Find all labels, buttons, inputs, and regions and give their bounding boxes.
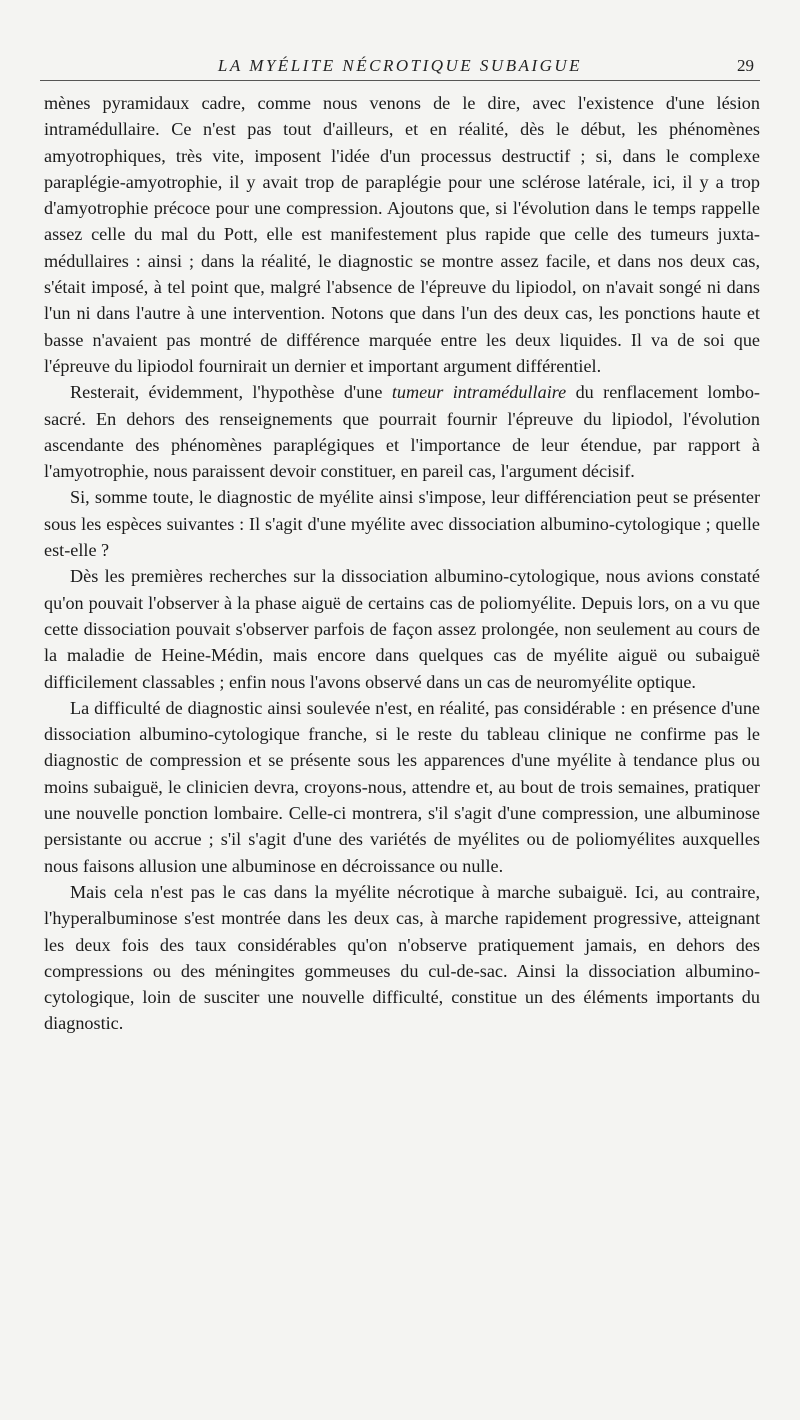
paragraph-1: mènes pyramidaux cadre, comme nous venons de le dire, avec l'existence d'une lésion intramédullaire. Ce n'est pas tout d'ailleurs, et en réalité, dès le début, les phénomènes amyotrophiques, très vite, imposent l'idée d'un processus destructif ; si, dans le complexe paraplégie-amyotrophie, il y avait trop de paraplégie pour une sclérose latérale, ici, il y a trop d'amyotrophie précoce pour une compression. Ajoutons que, si l'évolution dans le temps rappelle assez celle du mal du Pott, elle est manifestement plus rapide que celle des tumeurs juxta-médullaires : ainsi ; dans la réalité, le diagnostic se montre assez facile, et dans nos deux cas, s'était imposé, à tel point que, malgré l'absence de l'épreuve du lipiodol, on n'avait songé ni dans l'un ni dans l'autre à une intervention. Notons que dans l'un des deux cas, les ponctions haute et basse n'avaient pas montré de différence marquée entre les deux liquides. Il va de soi que l'épreuve du lipiodol fournirait un dernier et important argument différentiel. <box>44 93 760 376</box>
page-number: 29 <box>737 56 754 75</box>
paragraph-2-after: du renflacement lombo-sacré. En dehors des renseignements que pourrait fournir l'épreuve du lipiodol, l'évolution ascendante des phénomènes paraplégiques et l'importance de leur étendue, par rapport à l'amyotrophie, nous paraissent devoir constituer, en pareil cas, l'argument décisif. <box>44 382 760 482</box>
paragraph-4: Dès les premières recherches sur la dissociation albumino-cytologique, nous avions constaté qu'on pouvait l'observer à la phase aiguë de certains cas de poliomyélite. Depuis lors, on a vu que cette dissociation pouvait s'observer parfois de façon assez prolongée, non seulement au cours de la maladie de Heine-Médin, mais encore dans quelques cas de myélite aiguë ou subaiguë difficilement classables ; enfin nous l'avons observé dans un cas de neuromyélite optique. <box>44 566 760 692</box>
header-rule <box>40 80 760 81</box>
paragraph-3: Si, somme toute, le diagnostic de myélite ainsi s'impose, leur différenciation peut se présenter sous les espèces suivantes : Il s'agit d'une myélite avec dissociation albumino-cytologique ; quelle est-elle ? <box>44 487 760 561</box>
running-head <box>0 50 800 84</box>
paragraph-2-italic: tumeur intramédullaire <box>391 382 567 403</box>
paragraph-6: Mais cela n'est pas le cas dans la myélite nécrotique à marche subaiguë. Ici, au contraire, l'hyperalbuminose s'est montrée dans les deux cas, à marche rapidement progressive, atteignant les deux fois des taux considérables qu'on n'observe pratiquement jamais, en dehors des compressions ou des méningites gommeuses du cul-de-sac. Ainsi la dissociation albumino-cytologique, loin de susciter une nouvelle difficulté, constitue un des éléments importants du diagnostic. <box>44 881 760 1034</box>
running-title: LA MYÉLITE NÉCROTIQUE SUBAIGUE <box>217 56 583 75</box>
body-text <box>44 90 760 1037</box>
paragraph-2-before: Resterait, évidemment, l'hypothèse d'une <box>70 382 392 403</box>
paragraph-5: La difficulté de diagnostic ainsi soulevée n'est, en réalité, pas considérable : en présence d'une dissociation albumino-cytologique franche, si le reste du tableau clinique ne confirme pas le diagnostic de compression et se présente sous les apparences d'une myélite à tendance plus ou moins subaiguë, le clinicien devra, croyons-nous, attendre et, au bout de trois semaines, pratiquer une nouvelle ponction lombaire. Celle-ci montrera, s'il s'agit d'une compression, une albuminose persistante ou accrue ; s'il s'agit d'une des variétés de myélites ou de poliomyélites auxquelles nous faisons allusion une albuminose en décroissance ou nulle. <box>44 697 760 876</box>
paragraph-2 <box>44 379 760 484</box>
